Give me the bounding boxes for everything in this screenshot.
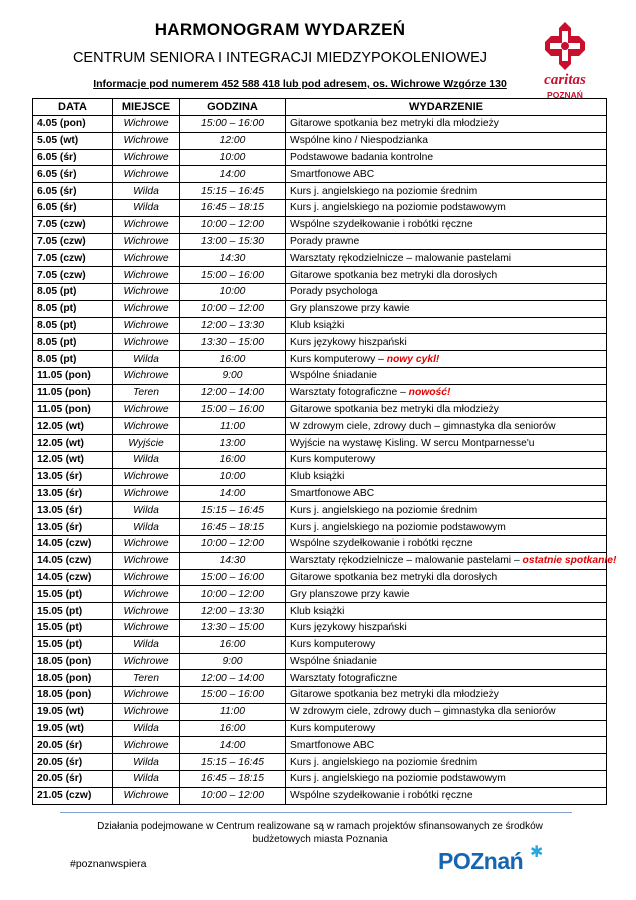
- row-event-text: Smartfonowe ABC: [290, 168, 375, 180]
- row-place: Wilda: [113, 720, 180, 737]
- row-event: [286, 787, 607, 804]
- poznan-city-logo: [438, 842, 548, 876]
- row-event-text: Wspólne szydełkowanie i robótki ręczne: [290, 219, 473, 231]
- table-row: [33, 603, 607, 620]
- row-place: Teren: [113, 670, 180, 687]
- row-place: Wilda: [113, 199, 180, 216]
- table-row: [33, 132, 607, 149]
- table-row: [33, 435, 607, 452]
- table-row: [33, 116, 607, 133]
- row-place: Wichrowe: [113, 149, 180, 166]
- row-time: 15:00 – 16:00: [180, 687, 286, 704]
- row-date: 5.05 (wt): [33, 132, 113, 149]
- row-event-highlight: nowość!: [408, 387, 451, 399]
- contact-info: Informacje pod numerem 452 588 418 lub pod adresem, os. Wichrowe Wzgórze 130: [93, 78, 507, 90]
- row-date: 14.05 (czw): [33, 552, 113, 569]
- row-time: 12:00 – 13:30: [180, 603, 286, 620]
- row-date: 18.05 (pon): [33, 687, 113, 704]
- row-event-text: Kurs j. angielskiego na poziomie podstawowym: [290, 202, 506, 214]
- row-time: 10:00 – 12:00: [180, 787, 286, 804]
- row-event-text: W zdrowym ciele, zdrowy duch – gimnastyka dla seniorów: [290, 420, 556, 432]
- hashtag: #poznanwspiera: [70, 858, 147, 870]
- schedule-table: [32, 98, 617, 805]
- row-time: 12:00 – 13:30: [180, 317, 286, 334]
- row-place: Wichrowe: [113, 317, 180, 334]
- row-date: 7.05 (czw): [33, 267, 113, 284]
- footer-divider: [60, 812, 572, 813]
- row-event: [286, 166, 607, 183]
- row-event-text: Smartfonowe ABC: [290, 739, 375, 751]
- row-event: [286, 300, 607, 317]
- table-row: [33, 535, 607, 552]
- row-time: 11:00: [180, 418, 286, 435]
- row-event: [286, 737, 607, 754]
- row-date: 8.05 (pt): [33, 283, 113, 300]
- row-event: [286, 670, 607, 687]
- row-place: Wichrowe: [113, 116, 180, 133]
- row-event: [286, 653, 607, 670]
- row-event-text: Warsztaty fotograficzne: [290, 672, 398, 684]
- row-date: 11.05 (pon): [33, 401, 113, 418]
- row-event: [286, 283, 607, 300]
- row-event: [286, 384, 607, 401]
- table-row: [33, 250, 607, 267]
- row-event-text: Wspólne śniadanie: [290, 655, 378, 667]
- row-time: 14:00: [180, 485, 286, 502]
- row-time: 13:30 – 15:00: [180, 334, 286, 351]
- table-row: [33, 720, 607, 737]
- row-event: [286, 334, 607, 351]
- row-date: 13.05 (śr): [33, 519, 113, 536]
- funding-note: Działania podejmowane w Centrum realizowane są w ramach projektów sfinansowanych ze środków budżetowych miasta Poznania: [97, 821, 543, 845]
- table-row: [33, 737, 607, 754]
- row-place: Wichrowe: [113, 334, 180, 351]
- row-event: [286, 199, 607, 216]
- row-place: Wichrowe: [113, 787, 180, 804]
- table-row: [33, 233, 607, 250]
- row-event-text: Klub książki: [290, 471, 345, 483]
- row-date: 15.05 (pt): [33, 636, 113, 653]
- row-event-text: Gitarowe spotkania bez metryki dla młodzieży: [290, 403, 499, 415]
- row-time: 15:00 – 16:00: [180, 116, 286, 133]
- row-event: [286, 771, 607, 788]
- table-row: [33, 502, 607, 519]
- row-time: 15:00 – 16:00: [180, 401, 286, 418]
- row-place: Wichrowe: [113, 552, 180, 569]
- row-event-text: Porady prawne: [290, 235, 360, 247]
- table-row: [33, 519, 607, 536]
- column-header-time: GODZINA: [180, 99, 286, 116]
- table-row: [33, 451, 607, 468]
- row-event: [286, 468, 607, 485]
- row-event-text: Warsztaty rękodzielnicze – malowanie pastelami –: [290, 555, 523, 567]
- row-time: 16:00: [180, 720, 286, 737]
- row-date: 7.05 (czw): [33, 233, 113, 250]
- row-event: [286, 603, 607, 620]
- row-time: 11:00: [180, 703, 286, 720]
- row-time: 16:00: [180, 636, 286, 653]
- row-time: 10:00 – 12:00: [180, 535, 286, 552]
- table-row: [33, 300, 607, 317]
- column-header-event: WYDARZENIE: [286, 99, 607, 116]
- row-event-text: Gitarowe spotkania bez metryki dla młodzieży: [290, 689, 499, 701]
- row-event: [286, 519, 607, 536]
- row-date: 15.05 (pt): [33, 619, 113, 636]
- row-date: 11.05 (pon): [33, 367, 113, 384]
- table-row: [33, 418, 607, 435]
- row-date: 6.05 (śr): [33, 166, 113, 183]
- row-place: Wichrowe: [113, 401, 180, 418]
- row-date: 20.05 (śr): [33, 737, 113, 754]
- row-event-highlight: nowy cykl!: [386, 353, 440, 365]
- table-row: [33, 351, 607, 368]
- row-place: Wichrowe: [113, 703, 180, 720]
- row-place: Wilda: [113, 519, 180, 536]
- row-event: [286, 267, 607, 284]
- row-place: Wichrowe: [113, 653, 180, 670]
- table-row: [33, 317, 607, 334]
- table-row: [33, 384, 607, 401]
- row-place: Wichrowe: [113, 687, 180, 704]
- row-place: Wichrowe: [113, 737, 180, 754]
- column-header-place: MIEJSCE: [113, 99, 180, 116]
- row-event-text: Klub książki: [290, 605, 345, 617]
- row-time: 10:00 – 12:00: [180, 586, 286, 603]
- page-subtitle: CENTRUM SENIORA I INTEGRACJI MIEDZYPOKOLENIOWEJ: [72, 50, 488, 66]
- row-time: 16:00: [180, 351, 286, 368]
- row-place: Wilda: [113, 451, 180, 468]
- caritas-cross-icon: [535, 20, 595, 72]
- row-event-text: W zdrowym ciele, zdrowy duch – gimnastyka dla seniorów: [290, 706, 556, 718]
- row-place: Wichrowe: [113, 468, 180, 485]
- asterisk-icon: ✱: [530, 844, 544, 861]
- row-date: 8.05 (pt): [33, 351, 113, 368]
- table-row: [33, 334, 607, 351]
- row-place: Wichrowe: [113, 619, 180, 636]
- row-place: Wichrowe: [113, 233, 180, 250]
- row-event-text: Kurs komputerowy: [290, 639, 376, 651]
- table-row: [33, 485, 607, 502]
- table-row: [33, 166, 607, 183]
- row-event: [286, 250, 607, 267]
- row-date: 20.05 (śr): [33, 754, 113, 771]
- row-event-text: Kurs j. angielskiego na poziomie średnim: [290, 504, 478, 516]
- row-event: [286, 569, 607, 586]
- row-place: Wilda: [113, 636, 180, 653]
- table-header-row: [33, 99, 607, 116]
- row-event: [286, 619, 607, 636]
- row-time: 12:00: [180, 132, 286, 149]
- row-event: [286, 401, 607, 418]
- row-event-text: Wspólne szydełkowanie i robótki ręczne: [290, 538, 473, 550]
- table-row: [33, 687, 607, 704]
- row-place: Wichrowe: [113, 535, 180, 552]
- row-place: Wichrowe: [113, 300, 180, 317]
- row-time: 15:15 – 16:45: [180, 183, 286, 200]
- row-place: Wilda: [113, 502, 180, 519]
- row-event: [286, 754, 607, 771]
- row-date: 8.05 (pt): [33, 300, 113, 317]
- row-event: [286, 116, 607, 133]
- row-event-text: Warsztaty rękodzielnicze – malowanie pastelami: [290, 252, 512, 264]
- row-event: [286, 132, 607, 149]
- row-date: 6.05 (śr): [33, 149, 113, 166]
- schedule-body: [33, 116, 617, 805]
- table-row: [33, 149, 607, 166]
- row-time: 14:30: [180, 250, 286, 267]
- row-event: [286, 418, 607, 435]
- row-date: 13.05 (śr): [33, 502, 113, 519]
- row-event: [286, 233, 607, 250]
- row-event: [286, 586, 607, 603]
- row-event: [286, 703, 607, 720]
- row-place: Wichrowe: [113, 603, 180, 620]
- row-event-text: Smartfonowe ABC: [290, 487, 375, 499]
- row-date: 7.05 (czw): [33, 250, 113, 267]
- table-row: [33, 216, 607, 233]
- row-event: [286, 502, 607, 519]
- row-time: 10:00 – 12:00: [180, 300, 286, 317]
- row-time: 16:45 – 18:15: [180, 771, 286, 788]
- row-event-text: Kurs j. angielskiego na poziomie średnim: [290, 185, 478, 197]
- row-time: 9:00: [180, 653, 286, 670]
- row-time: 10:00 – 12:00: [180, 216, 286, 233]
- table-row: [33, 754, 607, 771]
- row-event: [286, 183, 607, 200]
- table-row: [33, 183, 607, 200]
- row-place: Teren: [113, 384, 180, 401]
- row-event: [286, 485, 607, 502]
- row-event: [286, 351, 607, 368]
- row-time: 15:00 – 16:00: [180, 267, 286, 284]
- row-date: 4.05 (pon): [33, 116, 113, 133]
- row-date: 12.05 (wt): [33, 418, 113, 435]
- row-time: 14:30: [180, 552, 286, 569]
- table-row: [33, 401, 607, 418]
- row-place: Wichrowe: [113, 367, 180, 384]
- table-row: [33, 619, 607, 636]
- caritas-logo-text: caritas: [544, 72, 586, 88]
- row-time: 12:00 – 14:00: [180, 670, 286, 687]
- caritas-logo-city: POZNAŃ: [547, 90, 583, 100]
- row-event-text: Klub książki: [290, 319, 345, 331]
- page-title: HARMONOGRAM WYDARZEŃ: [154, 20, 406, 39]
- row-event-text: Gry planszowe przy kawie: [290, 588, 410, 600]
- row-event-text: Porady psychologa: [290, 286, 378, 298]
- row-time: 15:00 – 16:00: [180, 569, 286, 586]
- row-event: [286, 535, 607, 552]
- row-place: Wichrowe: [113, 250, 180, 267]
- table-row: [33, 703, 607, 720]
- row-event-text: Kurs komputerowy: [290, 454, 376, 466]
- row-event: [286, 435, 607, 452]
- row-event-text: Kurs językowy hiszpański: [290, 336, 407, 348]
- row-event-text: Wspólne kino / Niespodzianka: [290, 135, 428, 147]
- row-date: 7.05 (czw): [33, 216, 113, 233]
- row-time: 12:00 – 14:00: [180, 384, 286, 401]
- row-place: Wichrowe: [113, 166, 180, 183]
- row-event: [286, 687, 607, 704]
- row-date: 6.05 (śr): [33, 199, 113, 216]
- row-time: 10:00: [180, 149, 286, 166]
- table-row: [33, 636, 607, 653]
- row-place: Wilda: [113, 771, 180, 788]
- row-event-text: Kurs językowy hiszpański: [290, 622, 407, 634]
- row-event-text: Gry planszowe przy kawie: [290, 303, 410, 315]
- row-event-text: Kurs komputerowy –: [290, 353, 387, 365]
- row-time: 14:00: [180, 737, 286, 754]
- row-date: 6.05 (śr): [33, 183, 113, 200]
- row-event-text: Wspólne szydełkowanie i robótki ręczne: [290, 790, 473, 802]
- row-event-highlight: ostatnie spotkanie!: [522, 555, 617, 567]
- row-event-text: Gitarowe spotkania bez metryki dla dorosłych: [290, 269, 498, 281]
- caritas-logo: [535, 20, 595, 102]
- row-event: [286, 216, 607, 233]
- table-row: [33, 653, 607, 670]
- row-event-text: Kurs komputerowy: [290, 723, 376, 735]
- row-time: 15:15 – 16:45: [180, 754, 286, 771]
- row-date: 15.05 (pt): [33, 603, 113, 620]
- row-time: 10:00: [180, 283, 286, 300]
- row-place: Wichrowe: [113, 418, 180, 435]
- row-date: 8.05 (pt): [33, 317, 113, 334]
- row-event: [286, 149, 607, 166]
- row-place: Wilda: [113, 183, 180, 200]
- table-row: [33, 771, 607, 788]
- row-date: 19.05 (wt): [33, 720, 113, 737]
- row-event-text: Kurs j. angielskiego na poziomie podstawowym: [290, 521, 506, 533]
- row-place: Wichrowe: [113, 267, 180, 284]
- row-event: [286, 317, 607, 334]
- table-row: [33, 586, 607, 603]
- row-time: 13:30 – 15:00: [180, 619, 286, 636]
- row-time: 14:00: [180, 166, 286, 183]
- table-row: [33, 787, 607, 804]
- row-place: Wichrowe: [113, 216, 180, 233]
- row-date: 20.05 (śr): [33, 771, 113, 788]
- row-event-text: Kurs j. angielskiego na poziomie średnim: [290, 756, 478, 768]
- table-row: [33, 367, 607, 384]
- row-date: 14.05 (czw): [33, 569, 113, 586]
- row-time: 10:00: [180, 468, 286, 485]
- row-event-text: Gitarowe spotkania bez metryki dla młodzieży: [290, 118, 499, 130]
- table-row: [33, 468, 607, 485]
- row-place: Wichrowe: [113, 283, 180, 300]
- poznan-logo-text: POZnań: [438, 848, 524, 874]
- row-event-text: Kurs j. angielskiego na poziomie podstawowym: [290, 773, 506, 785]
- row-event: [286, 720, 607, 737]
- row-event: [286, 636, 607, 653]
- row-date: 15.05 (pt): [33, 586, 113, 603]
- row-event-text: Gitarowe spotkania bez metryki dla dorosłych: [290, 571, 498, 583]
- row-event-text: Wspólne śniadanie: [290, 370, 378, 382]
- row-event: [286, 451, 607, 468]
- row-date: 12.05 (wt): [33, 435, 113, 452]
- table-row: [33, 267, 607, 284]
- table-row: [33, 670, 607, 687]
- row-place: Wichrowe: [113, 586, 180, 603]
- row-event-text: Wyjście na wystawę Kisling. W sercu Montparnesse'u: [290, 437, 535, 449]
- table-row: [33, 569, 607, 586]
- row-date: 13.05 (śr): [33, 485, 113, 502]
- row-date: 11.05 (pon): [33, 384, 113, 401]
- table-row: [33, 552, 607, 569]
- row-date: 12.05 (wt): [33, 451, 113, 468]
- row-date: 21.05 (czw): [33, 787, 113, 804]
- row-place: Wilda: [113, 754, 180, 771]
- row-place: Wichrowe: [113, 569, 180, 586]
- row-date: 18.05 (pon): [33, 670, 113, 687]
- row-time: 9:00: [180, 367, 286, 384]
- table-row: [33, 283, 607, 300]
- row-place: Wilda: [113, 351, 180, 368]
- row-event: [286, 367, 607, 384]
- table-row: [33, 199, 607, 216]
- row-place: Wichrowe: [113, 485, 180, 502]
- row-date: 14.05 (czw): [33, 535, 113, 552]
- row-date: 13.05 (śr): [33, 468, 113, 485]
- row-place: Wyjście: [113, 435, 180, 452]
- row-event-text: Warsztaty fotograficzne –: [290, 387, 409, 399]
- row-time: 16:00: [180, 451, 286, 468]
- row-time: 16:45 – 18:15: [180, 199, 286, 216]
- row-time: 15:15 – 16:45: [180, 502, 286, 519]
- row-date: 8.05 (pt): [33, 334, 113, 351]
- row-event: [286, 552, 617, 569]
- row-date: 18.05 (pon): [33, 653, 113, 670]
- row-event-text: Podstawowe badania kontrolne: [290, 151, 434, 163]
- row-time: 16:45 – 18:15: [180, 519, 286, 536]
- row-time: 13:00: [180, 435, 286, 452]
- row-date: 19.05 (wt): [33, 703, 113, 720]
- column-header-date: DATA: [33, 99, 113, 116]
- row-time: 13:00 – 15:30: [180, 233, 286, 250]
- row-place: Wichrowe: [113, 132, 180, 149]
